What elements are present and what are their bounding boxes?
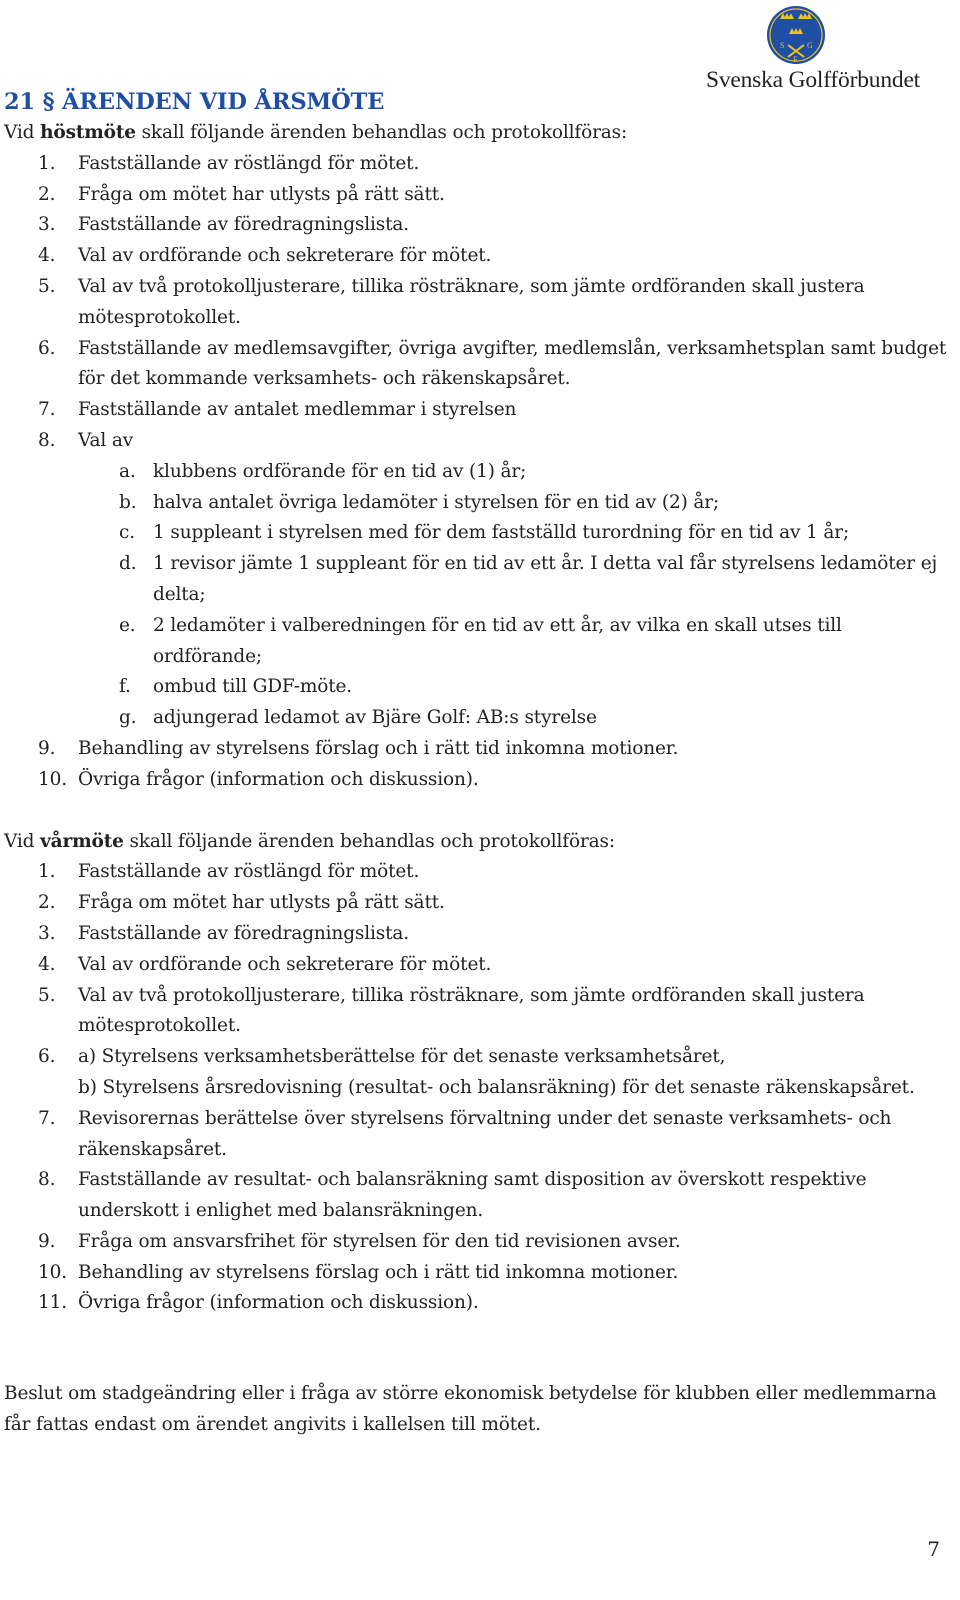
section-title: ÄRENDEN VID ÅRSMÖTE	[62, 89, 385, 115]
list-item: 6. Fastställande av medlemsavgifter, övriga avgifter, medlemslån, verksamhetsplan samt budget för det kommande verksamhets- och räkenskapsåret.	[38, 337, 947, 390]
final-note: Beslut om stadgeändring eller i fråga av större ekonomisk betydelse för klubben eller medlemmarna får fattas endast om ärendet angivits i kallelsen till mötet.	[4, 1383, 937, 1436]
section-heading	[4, 86, 954, 118]
list-item: 10. Övriga frågor (information och diskussion).	[38, 768, 479, 790]
list-item: 7. Revisorernas berättelse över styrelsens förvaltning under det senaste verksamhets- och räkenskapsåret.	[38, 1107, 892, 1160]
section-symbol: §	[42, 89, 55, 115]
list-item: 2. Fråga om mötet har utlysts på rätt sätt.	[38, 892, 445, 914]
autumn-keyword: höstmöte	[40, 122, 136, 143]
sub-list-item: e. 2 ledamöter i valberedningen för en tid av ett år, av vilka en skall utses till ordförande;	[119, 614, 842, 667]
spring-keyword: vårmöte	[40, 830, 124, 852]
list-item: 7. Fastställande av antalet medlemmar i styrelsen	[38, 399, 517, 421]
list-item: 1. Fastställande av röstlängd för mötet.	[38, 152, 420, 174]
sub-list-item: b. halva antalet övriga ledamöter i styrelsen för en tid av (2) år;	[119, 491, 720, 513]
list-item: 9. Fråga om ansvarsfrihet för styrelsen för den tid revisionen avser.	[38, 1230, 681, 1252]
sub-list-item: f. ombud till GDF-möte.	[119, 676, 353, 698]
spring-agenda-list	[4, 857, 954, 1319]
logo-text: Svenska Golfförbundet	[705, 67, 920, 93]
document-body	[4, 86, 954, 1441]
list-item: 1. Fastställande av röstlängd för mötet.	[38, 861, 420, 883]
autumn-intro: Vid höstmöte skall följande ärenden behandlas och protokollföras:	[4, 122, 628, 143]
list-item: 8. Fastställande av resultat- och balansräkning samt disposition av överskott respektive underskott i enlighet med balansräkningen.	[38, 1169, 867, 1222]
list-item: 6. a) Styrelsens verksamhetsberättelse för det senaste verksamhetsåret, b) Styrelsens årsredovisning (resultat- och balansräkning) för det senaste räkenskapsåret.	[38, 1046, 915, 1098]
section-number: 21	[4, 89, 36, 115]
list-item: 5. Val av två protokolljusterare, tillika rösträknare, som jämte ordföranden skall justera mötesprotokollet.	[38, 984, 865, 1037]
election-sub-list	[78, 457, 954, 734]
sub-list-item: a. klubbens ordförande för en tid av (1) år;	[119, 460, 527, 482]
sub-list-item: d. 1 revisor jämte 1 suppleant för en tid av ett år. I detta val får styrelsens ledamöter ej delta;	[119, 553, 938, 605]
list-item: 5. Val av två protokolljusterare, tillika rösträknare, som jämte ordföranden skall justera mötesprotokollet.	[38, 275, 865, 328]
list-item: 9. Behandling av styrelsens förslag och i rätt tid inkomna motioner.	[38, 737, 679, 759]
list-item: 8. Val av a. klubbens ordförande för en tid av (1) år; b. halva antalet övriga ledamöter i styrelsen för en tid av (2) år; c. 1 suppleant i styrelsen med för dem fastställd turordning för en tid av 1 år; d. 1 revisor jämte 1 suppleant för en tid av ett år. I detta val får styrelsens ledamöter ej delta; e. 2 ledamöter i valberedningen för en tid av ett år, av vilka en skall utses till ordförande; f. ombud till GDF-möte. g. adjungerad ledamot av Bjäre Golf: AB:s styrelse	[4, 426, 954, 734]
page-number: 7	[927, 1537, 940, 1561]
crown-emblem-icon	[766, 5, 826, 65]
sub-list-item: g. adjungerad ledamot av Bjäre Golf: AB:s styrelse	[119, 707, 597, 729]
sub-list-item: c. 1 suppleant i styrelsen med för dem fastställd turordning för en tid av 1 år;	[119, 522, 850, 544]
list-item: 4. Val av ordförande och sekreterare för mötet.	[38, 953, 492, 975]
svg-text:G: G	[807, 41, 813, 50]
list-item: 2. Fråga om mötet har utlysts på rätt sätt.	[38, 183, 445, 205]
autumn-agenda-list	[4, 149, 954, 796]
list-item: 10. Behandling av styrelsens förslag och i rätt tid inkomna motioner.	[38, 1261, 679, 1283]
spring-intro: Vid vårmöte skall följande ärenden behandlas och protokollföras:	[4, 830, 615, 852]
svg-text:F: F	[793, 55, 798, 64]
svg-text:S: S	[780, 41, 785, 50]
list-item: 11. Övriga frågor (information och diskussion).	[38, 1292, 479, 1314]
list-item: 3. Fastställande av föredragningslista.	[38, 922, 409, 944]
list-item: 4. Val av ordförande och sekreterare för mötet.	[38, 245, 492, 267]
list-item: 3. Fastställande av föredragningslista.	[38, 214, 409, 236]
